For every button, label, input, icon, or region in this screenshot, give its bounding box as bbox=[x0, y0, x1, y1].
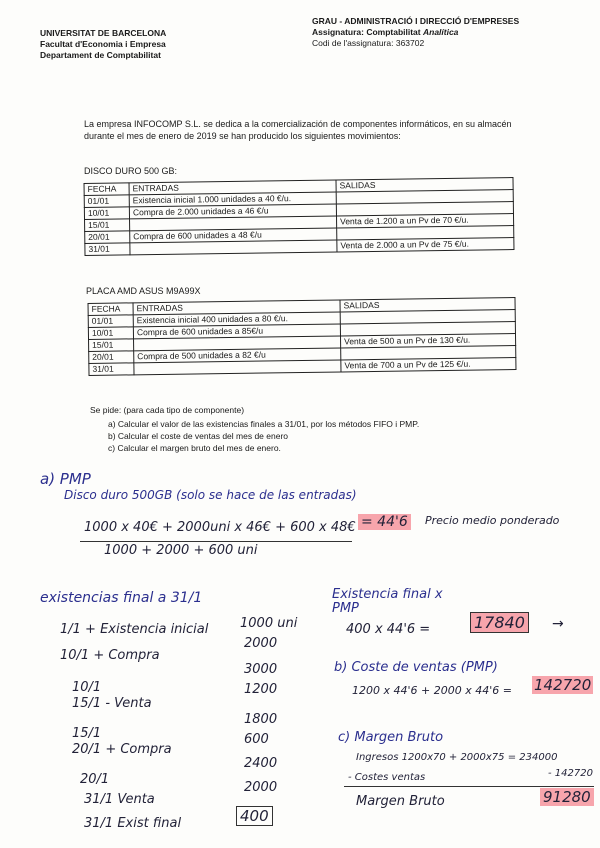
question-item: c) Calcular el margen bruto del mes de enero. bbox=[108, 443, 281, 453]
arrow-icon: → bbox=[552, 616, 564, 632]
degree-name: GRAU - ADMINISTRACIÓ I DIRECCIÓ D'EMPRESES bbox=[312, 16, 520, 26]
cell-salida: Venta de 500 a un Pv de 130 €/u. bbox=[340, 334, 515, 348]
cell-entrada: Compra de 600 unidades a 48 €/u bbox=[130, 228, 337, 243]
ef-value: 17840 bbox=[470, 612, 529, 633]
col-salidas: SALIDAS bbox=[336, 178, 513, 192]
questions-block bbox=[90, 404, 419, 454]
question-item: b) Calcular el coste de ventas del mes de enero bbox=[108, 431, 289, 441]
pmp-numerator: 1000 x 40€ + 2000uni x 46€ + 600 x 48€ bbox=[84, 520, 356, 535]
ledger-qty: 2400 bbox=[244, 756, 278, 771]
cell-salida: Venta de 1.200 a un Pv de 70 €/u. bbox=[336, 214, 513, 228]
b-value: 142720 bbox=[534, 676, 592, 694]
b-calc: 1200 x 44'6 + 2000 x 44'6 = bbox=[352, 684, 512, 697]
intro-paragraph: La empresa INFOCOMP S.L. se dedica a la comercialización de componentes informáticos, en su almacén durante el mes de enero de 2019 se han producido los siguientes movimientos: bbox=[84, 119, 512, 141]
answer-a-subtitle: Disco duro 500GB (solo se hace de las entradas) bbox=[64, 488, 357, 502]
cell-entrada bbox=[130, 240, 337, 255]
department-name: Departament de Comptabilitat bbox=[40, 50, 161, 60]
ledger-final-qty: 400 bbox=[236, 806, 273, 826]
placa-title: PLACA AMD ASUS M9A99X bbox=[86, 286, 201, 296]
cell-entrada: Compra de 600 unidades a 85€/u bbox=[133, 324, 340, 339]
subject-code: Codi de l'assignatura: 363702 bbox=[312, 38, 425, 48]
subject-line bbox=[312, 27, 519, 38]
cell-fecha: 10/01 bbox=[88, 327, 133, 340]
col-entradas: ENTRADAS bbox=[133, 300, 340, 315]
disco-title: DISCO DURO 500 GB: bbox=[84, 166, 178, 176]
course-header bbox=[312, 16, 519, 49]
subject-italic: Analítica bbox=[422, 27, 459, 37]
col-fecha: FECHA bbox=[84, 183, 129, 196]
total-line bbox=[344, 786, 594, 787]
ledger-qty: 2000 bbox=[244, 780, 278, 795]
cell-entrada: Compra de 500 unidades a 82 €/u bbox=[134, 348, 341, 363]
fraction-line bbox=[80, 541, 352, 542]
pmp-denominator: 1000 + 2000 + 600 uni bbox=[104, 543, 258, 558]
ledger-qty: 3000 bbox=[244, 662, 278, 677]
ledger-label: 15/1 - Venta bbox=[72, 696, 152, 711]
ef-title: Existencia final x PMP bbox=[332, 587, 443, 616]
ledger-qty: 600 bbox=[244, 732, 269, 747]
b-title: b) Coste de ventas (PMP) bbox=[334, 660, 498, 675]
ledger-label: 10/1 + Compra bbox=[60, 648, 160, 663]
cell-fecha: 01/01 bbox=[84, 195, 129, 208]
cell-fecha: 31/01 bbox=[89, 363, 134, 376]
c-coste-label: - Costes ventas bbox=[348, 772, 426, 783]
cell-fecha: 15/01 bbox=[89, 339, 134, 352]
pmp-value: = 44'6 bbox=[358, 514, 411, 530]
questions-intro: Se pide: (para cada tipo de componente) bbox=[90, 405, 245, 415]
ledger-label: 20/1 + Compra bbox=[72, 742, 172, 757]
pmp-note: Precio medio ponderado bbox=[425, 514, 560, 527]
cell-fecha: 01/01 bbox=[88, 315, 133, 328]
cell-salida: Venta de 2.000 a un Pv de 75 €/u. bbox=[337, 238, 514, 252]
cell-fecha: 31/01 bbox=[85, 243, 130, 256]
ledger-label: 31/1 Venta bbox=[84, 792, 155, 807]
ledger-qty: 2000 bbox=[244, 636, 278, 651]
answer-a-label: a) PMP bbox=[40, 470, 91, 488]
c-margen-value: 91280 bbox=[540, 788, 594, 806]
cell-salida: Venta de 700 a un Pv de 125 €/u. bbox=[341, 358, 516, 372]
ledger-label: 20/1 bbox=[80, 772, 110, 787]
cell-fecha: 15/01 bbox=[85, 219, 130, 232]
faculty-name: Facultat d'Economia i Empresa bbox=[40, 39, 166, 49]
c-margen-label: Margen Bruto bbox=[356, 794, 445, 809]
university-header bbox=[40, 28, 166, 61]
ledger-label: 1/1 + Existencia inicial bbox=[60, 622, 209, 637]
col-entradas: ENTRADAS bbox=[129, 180, 336, 195]
question-item: a) Calcular el valor de las existencias finales a 31/01, por los métodos FIFO i PMP. bbox=[108, 419, 420, 429]
ledger-label: 10/1 bbox=[72, 680, 102, 695]
ledger-qty: 1800 bbox=[244, 712, 278, 727]
col-salidas: SALIDAS bbox=[340, 298, 515, 312]
ledger-label: 31/1 Exist final bbox=[84, 816, 182, 831]
university-name: UNIVERSITAT DE BARCELONA bbox=[40, 28, 167, 38]
subject-prefix: Assignatura: Comptabilitat bbox=[312, 27, 423, 37]
cell-fecha: 10/01 bbox=[84, 207, 129, 220]
placa-movements-table bbox=[88, 297, 517, 376]
ef-calc: 400 x 44'6 = bbox=[346, 622, 431, 637]
disco-movements-table bbox=[84, 177, 515, 256]
c-ingresos: Ingresos 1200x70 + 2000x75 = 234000 bbox=[356, 752, 558, 763]
cell-entrada: Compra de 2.000 unidades a 46 €/u bbox=[129, 204, 336, 219]
questions-list bbox=[108, 418, 419, 454]
cell-entrada: Existencia inicial 1.000 unidades a 40 €/u. bbox=[129, 192, 336, 207]
ledger-qty: 1200 bbox=[244, 682, 278, 697]
cell-entrada bbox=[134, 360, 341, 375]
c-coste-value: - 142720 bbox=[548, 768, 593, 779]
ledger-qty: 1000 uni bbox=[240, 616, 298, 631]
cell-entrada: Existencia inicial 400 unidades a 80 €/u. bbox=[133, 312, 340, 327]
cell-fecha: 20/01 bbox=[85, 231, 130, 244]
ledger-label: 15/1 bbox=[72, 726, 102, 741]
existencias-title: existencias final a 31/1 bbox=[40, 590, 203, 606]
c-title: c) Margen Bruto bbox=[338, 730, 444, 745]
col-fecha: FECHA bbox=[88, 303, 133, 316]
cell-fecha: 20/01 bbox=[89, 351, 134, 364]
